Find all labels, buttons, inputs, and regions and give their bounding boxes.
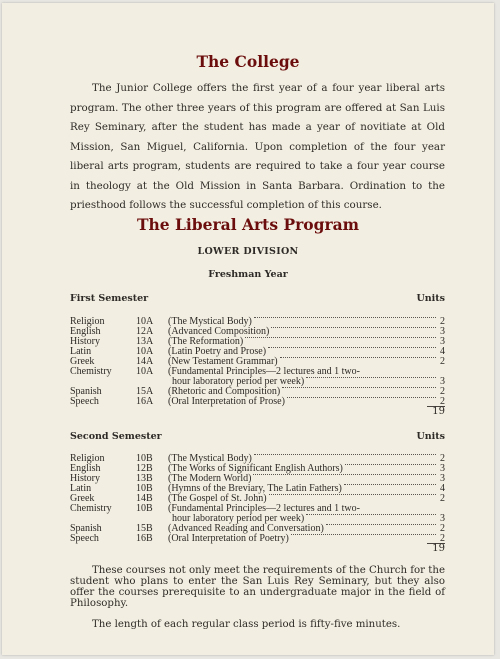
leader-dots — [280, 357, 436, 358]
leader-dots — [268, 347, 436, 348]
course-description: (The Works of Significant English Authors) — [168, 463, 343, 474]
leader-dots — [254, 454, 436, 455]
course-description: (The Gospel of St. John) — [168, 493, 267, 504]
course-units: 3 — [440, 463, 445, 474]
leader-dots — [271, 327, 436, 328]
course-subject: Greek — [70, 493, 95, 504]
course-units: 3 — [440, 326, 445, 337]
course-subject: Religion — [70, 453, 105, 464]
course-description: (Latin Poetry and Prose) — [168, 346, 267, 357]
document-page — [2, 3, 494, 655]
leader-dots — [254, 317, 436, 318]
first-semester-units-label: Units — [416, 293, 445, 304]
course-units: 4 — [440, 483, 445, 494]
second-semester-heading: Second Semester — [70, 431, 162, 442]
leader-dots — [344, 484, 436, 485]
leader-dots — [326, 524, 436, 525]
leader-dots — [306, 514, 436, 515]
leader-dots — [253, 474, 436, 475]
course-description-continued: hour laboratory period per week) — [172, 513, 305, 524]
class-period-note: The length of each regular class period is fifty-five minutes. — [92, 619, 401, 630]
course-subject: Greek — [70, 356, 95, 367]
course-description: (Advanced Composition) — [168, 326, 270, 337]
course-code: 10A — [136, 316, 154, 327]
leader-dots — [245, 337, 436, 338]
course-code: 16B — [136, 533, 153, 544]
leader-dots — [345, 464, 436, 465]
second-semester-total: 19 — [432, 543, 445, 554]
course-units: 3 — [440, 473, 445, 484]
course-description: (Hymns of the Breviary, The Latin Fathers) — [168, 483, 342, 494]
division-heading: LOWER DIVISION — [197, 246, 299, 257]
course-description: (Fundamental Principles—2 lectures and 1 two- — [168, 503, 360, 514]
course-subject: Speech — [70, 533, 99, 544]
course-code: 14A — [136, 356, 154, 367]
course-subject: English — [70, 326, 101, 337]
course-subject: Speech — [70, 396, 99, 407]
course-description: (The Modern World) — [168, 473, 252, 484]
course-code: 10B — [136, 453, 153, 464]
course-units: 3 — [440, 513, 445, 524]
course-units: 4 — [440, 346, 445, 357]
second-semester-units-label: Units — [416, 431, 445, 442]
college-paragraph: The Junior College offers the first year of a four year liberal arts program. The other three years of this program are offered at San Luis Rey Seminary, after the student has made a year of novitiate at Old Mission, San Miguel, California. Upon completion of the four year liberal arts program, students are required to take a four year course in theology at the Old Mission in Santa Barbara. Ordination to the priesthood follows the successful completion of this course. — [70, 82, 445, 211]
course-description: (Fundamental Principles—2 lectures and 1 two- — [168, 366, 360, 377]
course-code: 10B — [136, 503, 153, 514]
course-units: 2 — [440, 493, 445, 504]
course-code: 12B — [136, 463, 153, 474]
program-title: The Liberal Arts Program — [136, 215, 360, 234]
course-description: (Rhetoric and Composition) — [168, 386, 281, 397]
course-code: 12A — [136, 326, 154, 337]
course-units: 2 — [440, 453, 445, 464]
course-units: 3 — [440, 336, 445, 347]
course-description: (Oral Interpretation of Poetry) — [168, 533, 289, 544]
course-subject: Religion — [70, 316, 105, 327]
leader-dots — [287, 397, 436, 398]
course-code: 16A — [136, 396, 154, 407]
course-units: 2 — [440, 386, 445, 397]
course-units: 2 — [440, 356, 445, 367]
course-code: 10A — [136, 346, 154, 357]
course-code: 14B — [136, 493, 153, 504]
course-code: 13B — [136, 473, 153, 484]
course-description-continued: hour laboratory period per week) — [172, 376, 305, 387]
leader-dots — [269, 494, 436, 495]
course-units: 3 — [440, 376, 445, 387]
course-subject: Spanish — [70, 523, 102, 534]
course-subject: Spanish — [70, 386, 102, 397]
course-code: 15B — [136, 523, 153, 534]
leader-dots — [291, 534, 436, 535]
course-subject: History — [70, 473, 100, 484]
course-subject: Latin — [70, 483, 92, 494]
course-subject: English — [70, 463, 101, 474]
course-description: (The Mystical Body) — [168, 453, 252, 464]
course-units: 2 — [440, 533, 445, 544]
course-description: (New Testament Grammar) — [168, 356, 278, 367]
college-title: The College — [196, 52, 300, 71]
first-semester-total: 19 — [432, 406, 445, 417]
course-code: 10A — [136, 366, 154, 377]
first-semester-heading: First Semester — [70, 293, 149, 304]
course-subject: Chemistry — [70, 503, 112, 514]
course-units: 2 — [440, 523, 445, 534]
course-description: (The Mystical Body) — [168, 316, 252, 327]
course-units: 2 — [440, 316, 445, 327]
course-description: (The Reformation) — [168, 336, 244, 347]
course-code: 13A — [136, 336, 154, 347]
course-code: 10B — [136, 483, 153, 494]
leader-dots — [306, 377, 436, 378]
course-description: (Advanced Reading and Conversation) — [168, 523, 324, 534]
course-units: 2 — [440, 396, 445, 407]
year-heading: Freshman Year — [208, 269, 288, 280]
course-description: (Oral Interpretation of Prose) — [168, 396, 285, 407]
course-subject: History — [70, 336, 100, 347]
leader-dots — [282, 387, 436, 388]
courses-note: These courses not only meet the requirements of the Church for the student who plans to enter the San Luis Rey Seminary, but they also offer the courses prerequisite to an undergraduate major in the field of Philosophy. — [70, 565, 445, 609]
course-subject: Chemistry — [70, 366, 112, 377]
course-code: 15A — [136, 386, 154, 397]
course-subject: Latin — [70, 346, 92, 357]
